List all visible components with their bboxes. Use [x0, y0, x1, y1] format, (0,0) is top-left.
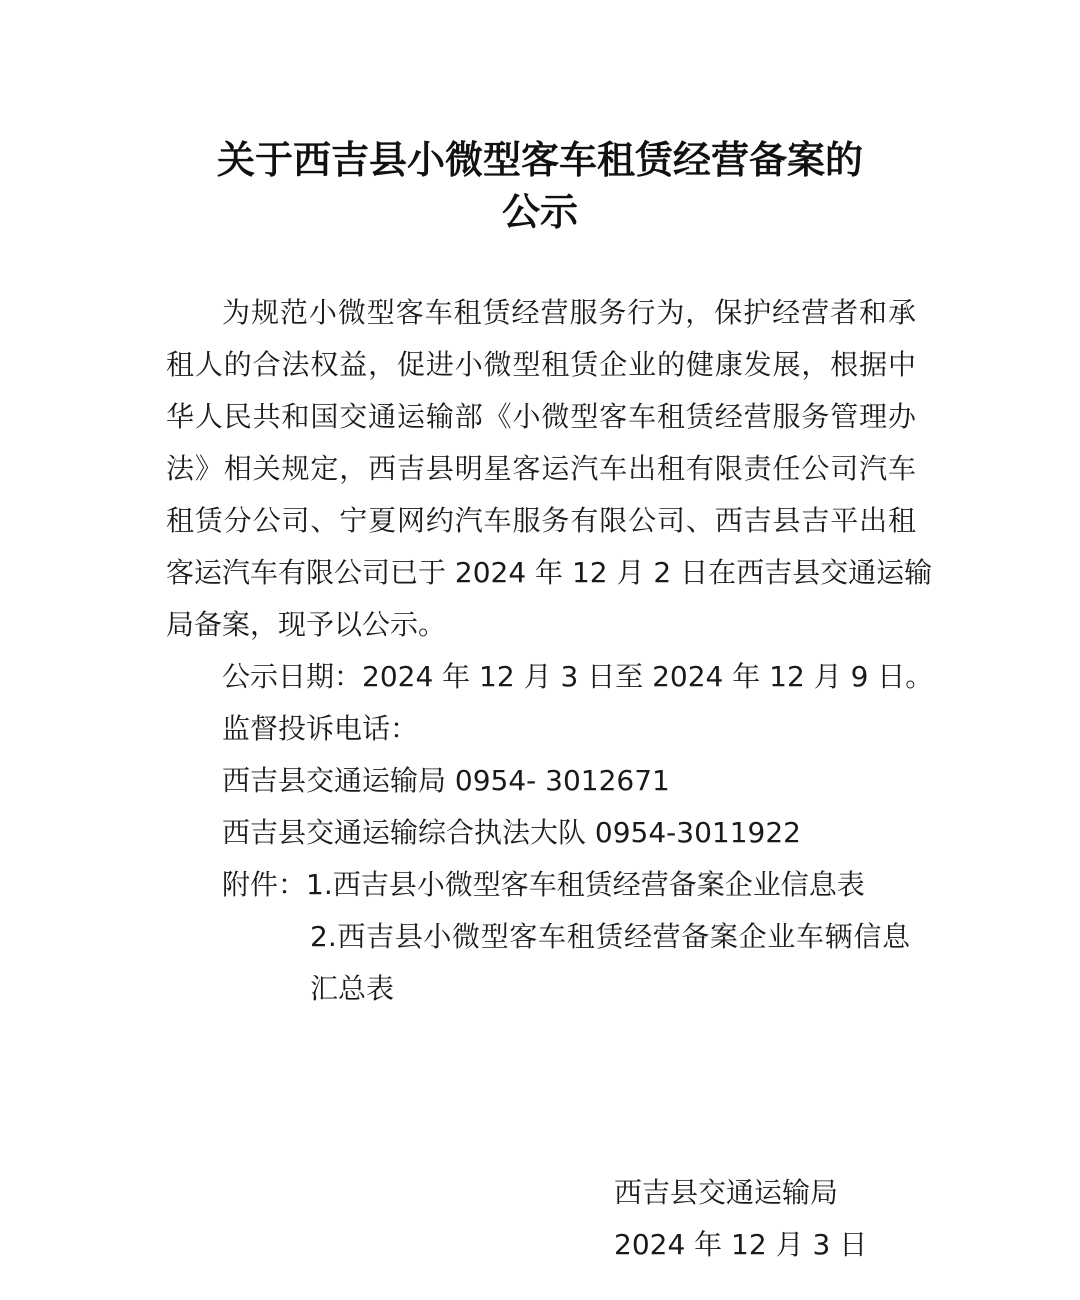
- attachment-2: 2.西吉县小微型客车租赁经营备案企业车辆信息: [310, 920, 910, 953]
- body-line: 租赁分公司、宁夏网约汽车服务有限公司、西吉县吉平出租: [166, 504, 916, 537]
- body-line: 华人民共和国交通运输部《小微型客车租赁经营服务管理办: [166, 400, 916, 433]
- attachment-1: 附件：1.西吉县小微型客车租赁经营备案企业信息表: [222, 868, 865, 901]
- body-line: 客运汽车有限公司已于 2024 年 12 月 2 日在西吉县交通运输: [166, 556, 933, 589]
- complaint-heading: 监督投诉电话：: [222, 712, 419, 745]
- attachment-2-continued: 汇总表: [310, 972, 395, 1005]
- document-title-line-1: 关于西吉县小微型客车租赁经营备案的: [216, 137, 863, 182]
- publicity-period: 公示日期：2024 年 12 月 3 日至 2024 年 12 月 9 日。: [222, 660, 934, 693]
- body-line: 租人的合法权益，促进小微型租赁企业的健康发展，根据中: [166, 348, 916, 381]
- body-line: 为规范小微型客车租赁经营服务行为，保护经营者和承: [222, 296, 916, 329]
- body-line: 局备案，现予以公示。: [166, 608, 447, 641]
- signature-organization: 西吉县交通运输局: [614, 1176, 839, 1209]
- document-title-line-2: 公示: [501, 189, 578, 234]
- signature-date: 2024 年 12 月 3 日: [614, 1228, 868, 1261]
- complaint-phone-transport-bureau: 西吉县交通运输局 0954- 3012671: [222, 764, 670, 797]
- complaint-phone-enforcement-team: 西吉县交通运输综合执法大队 0954-3011922: [222, 816, 801, 849]
- body-line: 法》相关规定，西吉县明星客运汽车出租有限责任公司汽车: [166, 452, 916, 485]
